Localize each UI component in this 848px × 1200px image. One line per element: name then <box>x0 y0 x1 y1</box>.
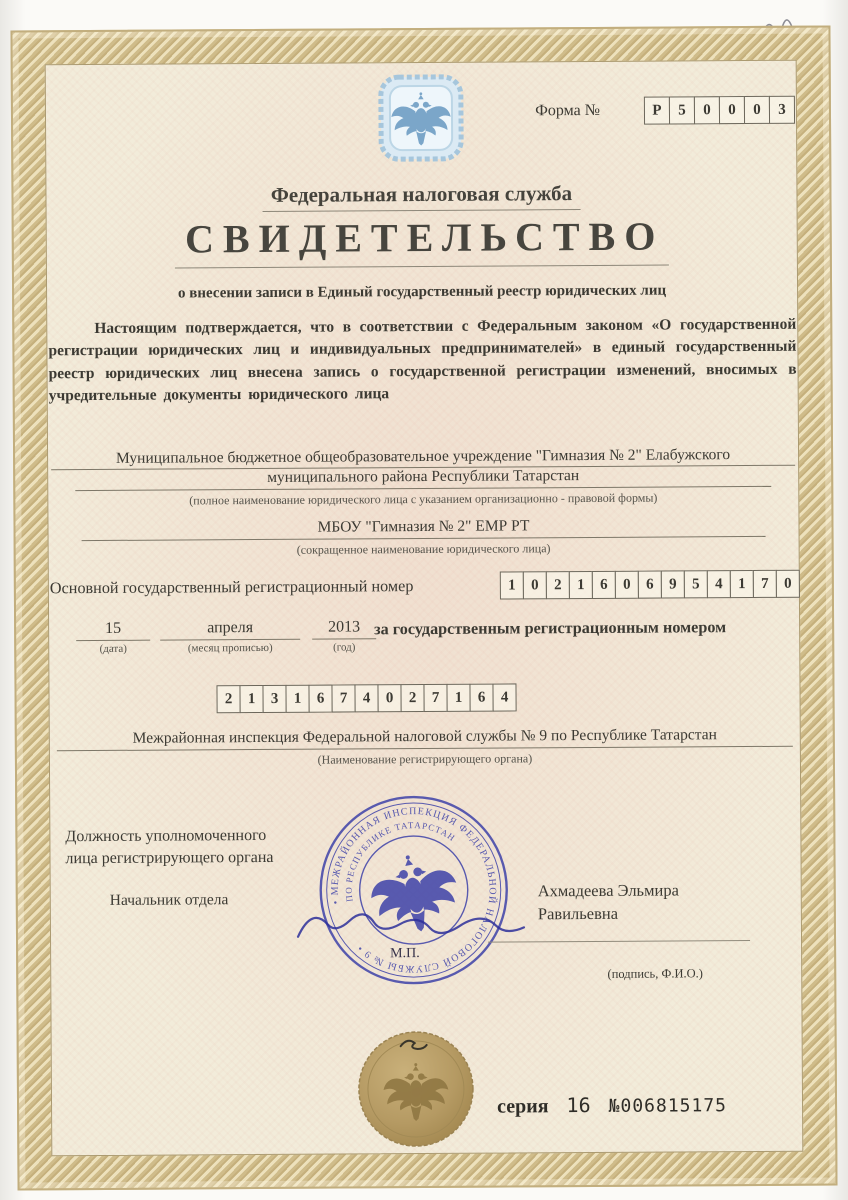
agency-title-text: Федеральная налоговая служба <box>263 181 580 212</box>
ogrn-digit: 1 <box>500 571 524 599</box>
grn-digit: 7 <box>423 684 447 712</box>
signer-name <box>538 878 679 925</box>
form-code-cell: 0 <box>719 96 745 124</box>
date-day-field <box>76 620 150 655</box>
body-paragraph: Настоящим подтверждается, что в соответствии с Федеральным законом «О государственной регистрации юридических лиц и индивидуальных предпринимателей» в единый государственный реестр юридических лиц внесена запись о государственной регистрации изменений, вносимых в учредительные документы юридического лица <box>48 315 797 405</box>
org-full-name-block <box>47 446 799 510</box>
form-label: Форма № <box>535 101 601 120</box>
signer-name-line1: Ахмадеева Эльмира <box>537 880 679 901</box>
form-code-cell: 3 <box>769 96 795 124</box>
form-code-cell: 5 <box>669 96 695 124</box>
ogrn-digit: 0 <box>615 571 639 599</box>
date-year: 2013 <box>312 618 376 639</box>
date-year-caption: (год) <box>333 641 356 654</box>
form-code-cell: Р <box>644 96 670 124</box>
ogrn-digit: 6 <box>638 571 662 599</box>
grn-digit: 6 <box>308 685 332 713</box>
date-day: 15 <box>76 620 150 641</box>
org-short-name-caption: (сокращенное наименование юридического лица) <box>296 541 551 557</box>
inspection-stamp <box>300 776 528 1004</box>
grn-digit: 1 <box>239 685 263 713</box>
form-code-cell: 0 <box>744 96 770 124</box>
certificate-content <box>45 60 804 1157</box>
ogrn-digit: 1 <box>730 570 754 598</box>
signature-line <box>488 940 750 943</box>
grn-row <box>216 683 516 713</box>
grn-digit: 3 <box>262 685 286 713</box>
ogrn-digit: 6 <box>592 571 616 599</box>
series-region: 16 <box>566 1092 591 1118</box>
position-value: Начальник отдела <box>109 891 229 909</box>
ogrn-label: Основной государственный регистрационный номер <box>49 576 414 597</box>
stamp-inner-text: ПО РЕСПУБЛИКЕ ТАТАРСТАН <box>343 819 458 903</box>
date-month-field <box>160 619 300 655</box>
ogrn-digit: 5 <box>684 570 708 598</box>
agency-title <box>45 180 797 210</box>
grn-digit: 4 <box>492 683 516 711</box>
stamp-outer-text: • МЕЖРАЙОННАЯ ИНСПЕКЦИЯ ФЕДЕРАЛЬНОЙ НАЛОГОВОЙ СЛУЖБЫ № 9 • <box>329 806 498 975</box>
grn-digit: 4 <box>354 684 378 712</box>
grn-digit: 1 <box>446 684 470 712</box>
series-label: серия <box>496 1095 549 1118</box>
fns-emblem-icon <box>374 70 469 167</box>
org-full-name-line1: Муниципальное бюджетное общеобразовательное учреждение "Гимназия № 2" Елабужского <box>51 446 795 471</box>
org-short-name: МБОУ "Гимназия № 2" ЕМР РТ <box>81 516 765 541</box>
ogrn-digit: 9 <box>661 570 685 598</box>
ogrn-row <box>50 570 800 603</box>
ogrn-digit: 4 <box>707 570 731 598</box>
date-month: апреля <box>160 619 300 641</box>
position-label <box>65 825 273 870</box>
certificate-subtitle: о внесении записи в Единый государственный реестр юридических лиц <box>177 282 667 302</box>
form-code-cell: 0 <box>694 96 720 124</box>
ogrn-digit: 7 <box>753 570 777 598</box>
grn-cells <box>216 683 516 713</box>
grn-digit: 1 <box>285 685 309 713</box>
series-number: №006815175 <box>608 1095 728 1117</box>
grn-digit: 2 <box>216 685 240 713</box>
form-code-cells <box>644 96 795 125</box>
authority-caption: (Наименование регистрирующего органа) <box>317 751 533 767</box>
authority-block <box>49 726 801 770</box>
date-row <box>48 616 800 669</box>
series-row <box>497 1092 727 1118</box>
embossed-gold-seal <box>357 1030 476 1149</box>
org-full-name-caption: (полное наименование юридического лица с указанием организационно - правовой формы) <box>189 490 658 508</box>
ogrn-digit: 0 <box>523 571 547 599</box>
org-short-name-block <box>47 516 799 560</box>
signature-caption: (подпись, Ф.И.О.) <box>607 966 703 981</box>
certificate-page <box>10 26 837 1191</box>
signer-name-line2: Равильевна <box>537 903 619 924</box>
grn-digit: 0 <box>377 684 401 712</box>
authority-name: Межрайонная инспекция Федеральной налоговой службы № 9 по Республике Татарстан <box>57 726 793 751</box>
certificate-title <box>46 212 798 264</box>
position-label-line1: Должность уполномоченного <box>65 826 267 846</box>
date-year-field <box>312 618 376 653</box>
form-number-row <box>535 96 795 126</box>
date-month-caption: (месяц прописью) <box>187 641 273 655</box>
position-label-line2: лица регистрирующего органа <box>65 848 274 868</box>
ogrn-cells <box>500 570 800 600</box>
grn-label: за государственным регистрационным номером <box>374 618 727 639</box>
grn-digit: 2 <box>400 684 424 712</box>
stamp-place-mark: М.П. <box>390 946 420 962</box>
ogrn-digit: 2 <box>546 571 570 599</box>
ogrn-digit: 0 <box>776 570 800 598</box>
certificate-title-text: СВИДЕТЕЛЬСТВО <box>175 214 669 269</box>
org-full-name-line2: муниципального района Республики Татарстан <box>75 466 771 491</box>
ogrn-digit: 1 <box>569 571 593 599</box>
grn-digit: 7 <box>331 684 355 712</box>
grn-digit: 6 <box>469 684 493 712</box>
date-day-caption: (дата) <box>99 642 127 655</box>
